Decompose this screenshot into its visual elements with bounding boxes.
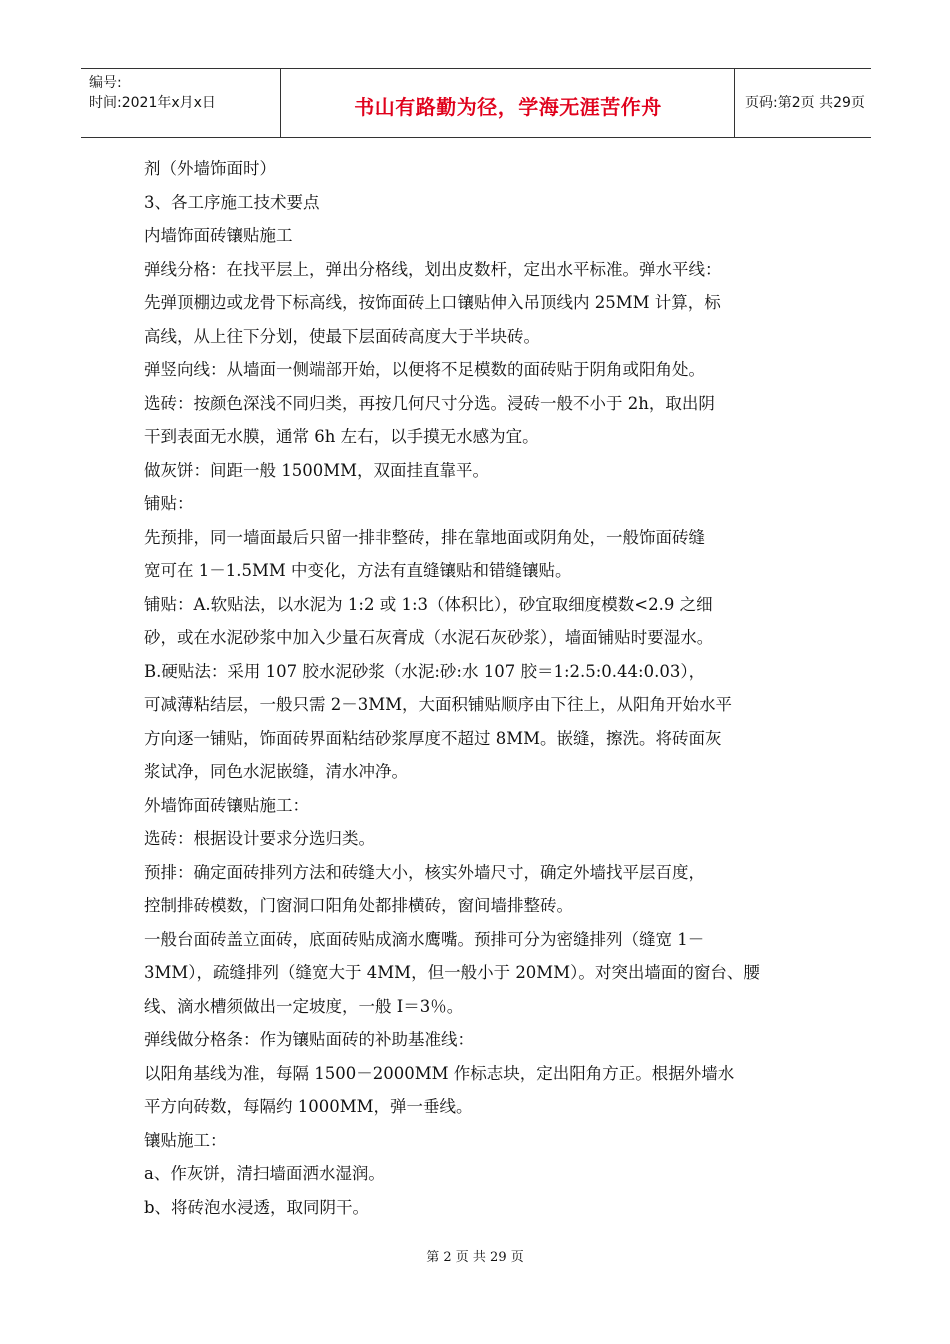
text-line: 3MM），疏缝排列（缝宽大于 4MM，但一般小于 20MM）。对突出墙面的窗台、腰 — [144, 963, 760, 982]
header-page-cell — [735, 69, 871, 137]
header-motto-cell — [281, 69, 735, 137]
text-line: 可减薄粘结层，一般只需 2－3MM，大面积铺贴顺序由下往上，从阳角开始水平 — [144, 695, 733, 714]
header-meta-cell — [81, 69, 281, 137]
text-line: 一般台面砖盖立面砖，底面砖贴成滴水鹰嘴。预排可分为密缝排列（缝宽 1－ — [144, 929, 705, 949]
text-line: 浆试净，同色水泥嵌缝，清水冲净。 — [144, 762, 408, 781]
text-line: 宽可在 1－1.5MM 中变化，方法有直缝镶贴和错缝镶贴。 — [144, 561, 572, 580]
page-footer: 第 2 页 共 29 页 — [426, 1250, 524, 1265]
document-body — [144, 152, 810, 1224]
text-line: 做灰饼：间距一般 1500MM，双面挂直靠平。 — [144, 460, 490, 480]
text-line: 预排：确定面砖排列方法和砖缝大小，核实外墙尺寸，确定外墙找平层百度， — [144, 862, 705, 882]
text-line: 选砖：根据设计要求分选归类。 — [144, 829, 375, 848]
text-line: 弹线做分格条：作为镶贴面砖的补助基准线： — [144, 1030, 474, 1049]
text-line: 剂（外墙饰面时） — [144, 159, 276, 178]
text-line: a、作灰饼，清扫墙面洒水湿润。 — [144, 1164, 385, 1183]
text-line: 干到表面无水膜，通常 6h 左右，以手摸无水感为宜。 — [144, 427, 539, 446]
text-line: 弹线分格：在找平层上，弹出分格线，划出皮数杆，定出水平标准。弹水平线： — [144, 259, 722, 279]
text-line: 以阳角基线为准，每隔 1500－2000MM 作标志块，定出阳角方正。根据外墙水 — [144, 1063, 735, 1083]
text-line: 先预排，同一墙面最后只留一排非整砖，排在靠地面或阴角处，一般饰面砖缝 — [144, 527, 705, 547]
text-line: 控制排砖模数，门窗洞口阳角处都排横砖，窗间墙排整砖。 — [144, 896, 573, 915]
text-line: 铺贴：A.软贴法，以水泥为 1:2 或 1:3（体积比），砂宜取细度模数<2.9 之细 — [144, 594, 713, 614]
page-header — [81, 68, 871, 138]
text-line: B.硬贴法：采用 107 胶水泥砂浆（水泥:砂:水 107 胶＝1:2.5:0.44:0.03）， — [144, 661, 706, 681]
page-info: 页码:第2页 共29页 — [745, 95, 865, 111]
header-motto: 书山有路勤为径，学海无涯苦作舟 — [354, 95, 662, 119]
text-line: 镶贴施工： — [144, 1130, 227, 1150]
section-heading: 3、各工序施工技术要点 — [144, 192, 320, 212]
subsection-heading: 外墙饰面砖镶贴施工： — [144, 795, 309, 815]
text-line: 高线，从上往下分划，使最下层面砖高度大于半块砖。 — [144, 326, 540, 346]
text-line: 方向逐一铺贴，饰面砖界面粘结砂浆厚度不超过 8MM。嵌缝，擦洗。将砖面灰 — [144, 728, 722, 748]
text-line: 弹竖向线：从墙面一侧端部开始，以便将不足模数的面砖贴于阴角或阳角处。 — [144, 360, 705, 379]
text-line: 砂，或在水泥砂浆中加入少量石灰膏成（水泥石灰砂浆），墙面铺贴时要湿水。 — [144, 628, 714, 647]
date-label: 时间:2021年x月x日 — [89, 95, 216, 111]
text-line: 先弹顶棚边或龙骨下标高线，按饰面砖上口镶贴伸入吊顶线内 25MM 计算，标 — [144, 293, 721, 312]
text-line: 平方向砖数，每隔约 1000MM，弹一垂线。 — [144, 1097, 473, 1116]
text-line: 选砖：按颜色深浅不同归类，再按几何尺寸分选。浸砖一般不小于 2h，取出阴 — [144, 393, 715, 413]
text-line: 铺贴： — [144, 494, 194, 513]
subsection-heading: 内墙饰面砖镶贴施工 — [144, 226, 293, 245]
serial-label: 编号: — [89, 75, 122, 91]
text-line: 线、滴水槽须做出一定坡度，一般 I＝3％。 — [144, 996, 464, 1016]
text-line: b、将砖泡水浸透，取同阴干。 — [144, 1197, 370, 1217]
